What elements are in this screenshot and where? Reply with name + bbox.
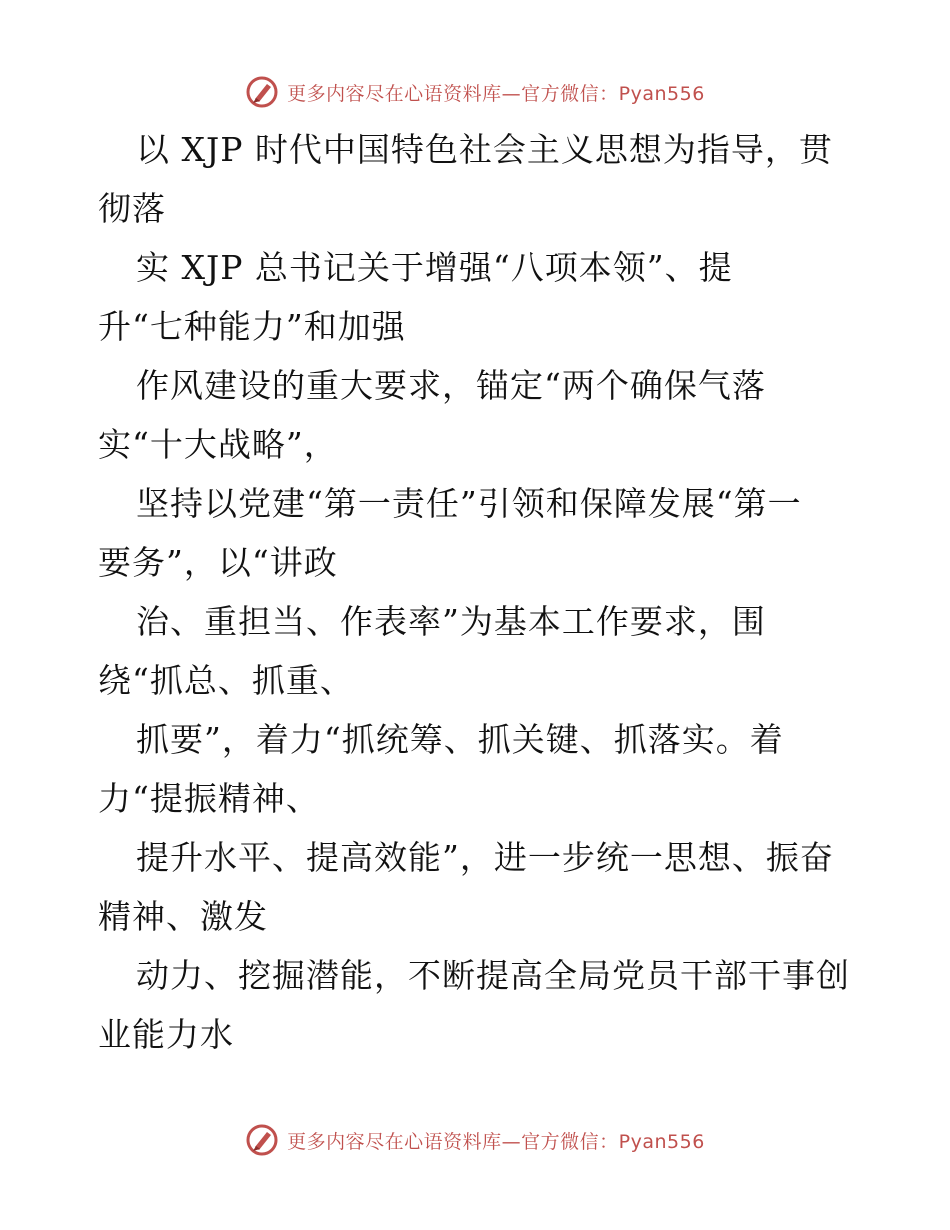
text-line: 要务”，以“讲政 bbox=[98, 543, 338, 582]
text-line: 以 XJP 时代中国特色社会主义思想为指导，贯 bbox=[136, 130, 833, 169]
document-body bbox=[98, 120, 858, 1064]
text-line: 彻落 bbox=[98, 189, 166, 228]
watermark-text: 更多内容尽在心语资料库—官方微信：Pyan556 bbox=[287, 1130, 705, 1153]
text-line: 升“七种能力”和加强 bbox=[98, 307, 406, 346]
text-line: 作风建设的重大要求，锚定“两个确保气落 bbox=[136, 366, 766, 405]
text-line: 精神、激发 bbox=[98, 897, 268, 936]
text-line: 动力、挖掘潜能，不断提高全局党员干部干事创 bbox=[136, 956, 850, 995]
footer-watermark bbox=[0, 1120, 950, 1160]
watermark-text: 更多内容尽在心语资料库—官方微信：Pyan556 bbox=[287, 82, 705, 105]
text-line: 抓要”，着力“抓统筹、抓关键、抓落实。着 bbox=[136, 720, 784, 759]
text-line: 绕“抓总、抓重、 bbox=[98, 661, 354, 700]
pen-nib-logo-icon bbox=[245, 1123, 279, 1157]
text-line: 实 XJP 总书记关于增强“八项本领”、提 bbox=[136, 248, 733, 287]
text-line: 治、重担当、作表率”为基本工作要求，围 bbox=[136, 602, 766, 641]
text-line: 坚持以党建“第一责任”引领和保障发展“第一 bbox=[136, 484, 802, 523]
text-line: 提升水平、提高效能”，进一步统一思想、振奋 bbox=[136, 838, 834, 877]
text-line: 力“提振精神、 bbox=[98, 779, 320, 818]
text-line: 实“十大战略”， bbox=[98, 425, 338, 464]
header-watermark bbox=[0, 72, 950, 112]
pen-nib-logo-icon bbox=[245, 75, 279, 109]
text-line: 业能力水 bbox=[98, 1015, 234, 1054]
